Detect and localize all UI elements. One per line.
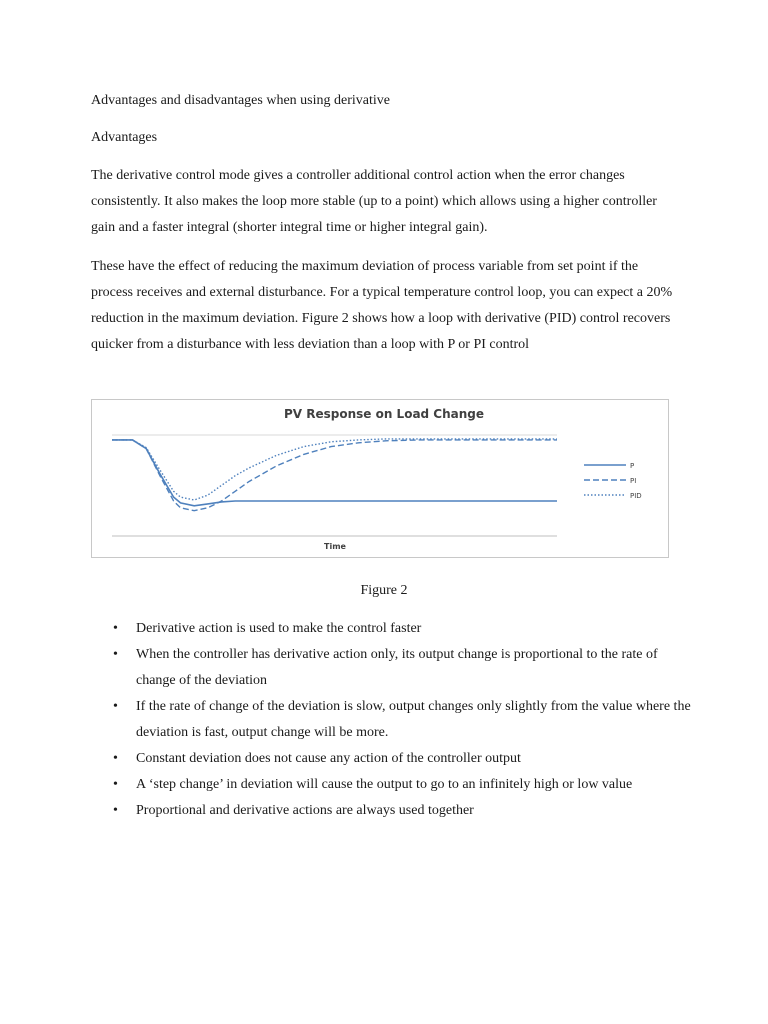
legend-label-pi: PI bbox=[630, 477, 637, 485]
paragraph-2: These have the effect of reducing the maximum deviation of process variable from set point if the process receives and external disturbance. For a typical temperature control loop, you can expect a 20% reduction in the maximum deviation. Figure 2 shows how a loop with derivative (PID) control recovers quicker from a disturbance with less deviation than a loop with P or PI control bbox=[91, 259, 673, 352]
legend-label-p: P bbox=[630, 462, 635, 470]
series-group bbox=[112, 439, 557, 511]
x-axis-label: Time bbox=[324, 542, 346, 551]
bullet-item: • Constant deviation does not cause any action of the controller output bbox=[91, 746, 691, 772]
chart-title: PV Response on Load Change bbox=[283, 407, 485, 421]
bullet-item: • A ‘step change’ in deviation will cause the output to go to an infinitely high or low value bbox=[91, 772, 691, 798]
figure-2-chart bbox=[91, 399, 669, 558]
section-title-advantages: Advantages bbox=[91, 130, 158, 145]
pv-response-chart bbox=[92, 400, 668, 557]
bullet-item: • When the controller has derivative action only, its output change is proportional to the rate of change of the deviation bbox=[91, 642, 691, 694]
figure-caption: Figure 2 bbox=[360, 583, 408, 598]
series-line-pid bbox=[112, 439, 557, 500]
bullet-item: • Derivative action is used to make the control faster bbox=[91, 616, 691, 642]
legend-label-pid: PID bbox=[630, 492, 642, 500]
chart-legend bbox=[584, 462, 642, 500]
document-heading: Advantages and disadvantages when using derivative bbox=[91, 93, 390, 108]
bullet-list bbox=[91, 616, 691, 824]
paragraph-1: The derivative control mode gives a controller additional control action when the error changes consistently. It also makes the loop more stable (up to a point) which allows using a higher controller gain and a faster integral (shorter integral time or higher integral gain). bbox=[91, 168, 657, 235]
bullet-item: • Proportional and derivative actions are always used together bbox=[91, 798, 691, 824]
bullet-item: • If the rate of change of the deviation is slow, output changes only slightly from the value where the deviation is fast, output change will be more. bbox=[91, 694, 691, 746]
series-line-pi bbox=[112, 440, 557, 511]
